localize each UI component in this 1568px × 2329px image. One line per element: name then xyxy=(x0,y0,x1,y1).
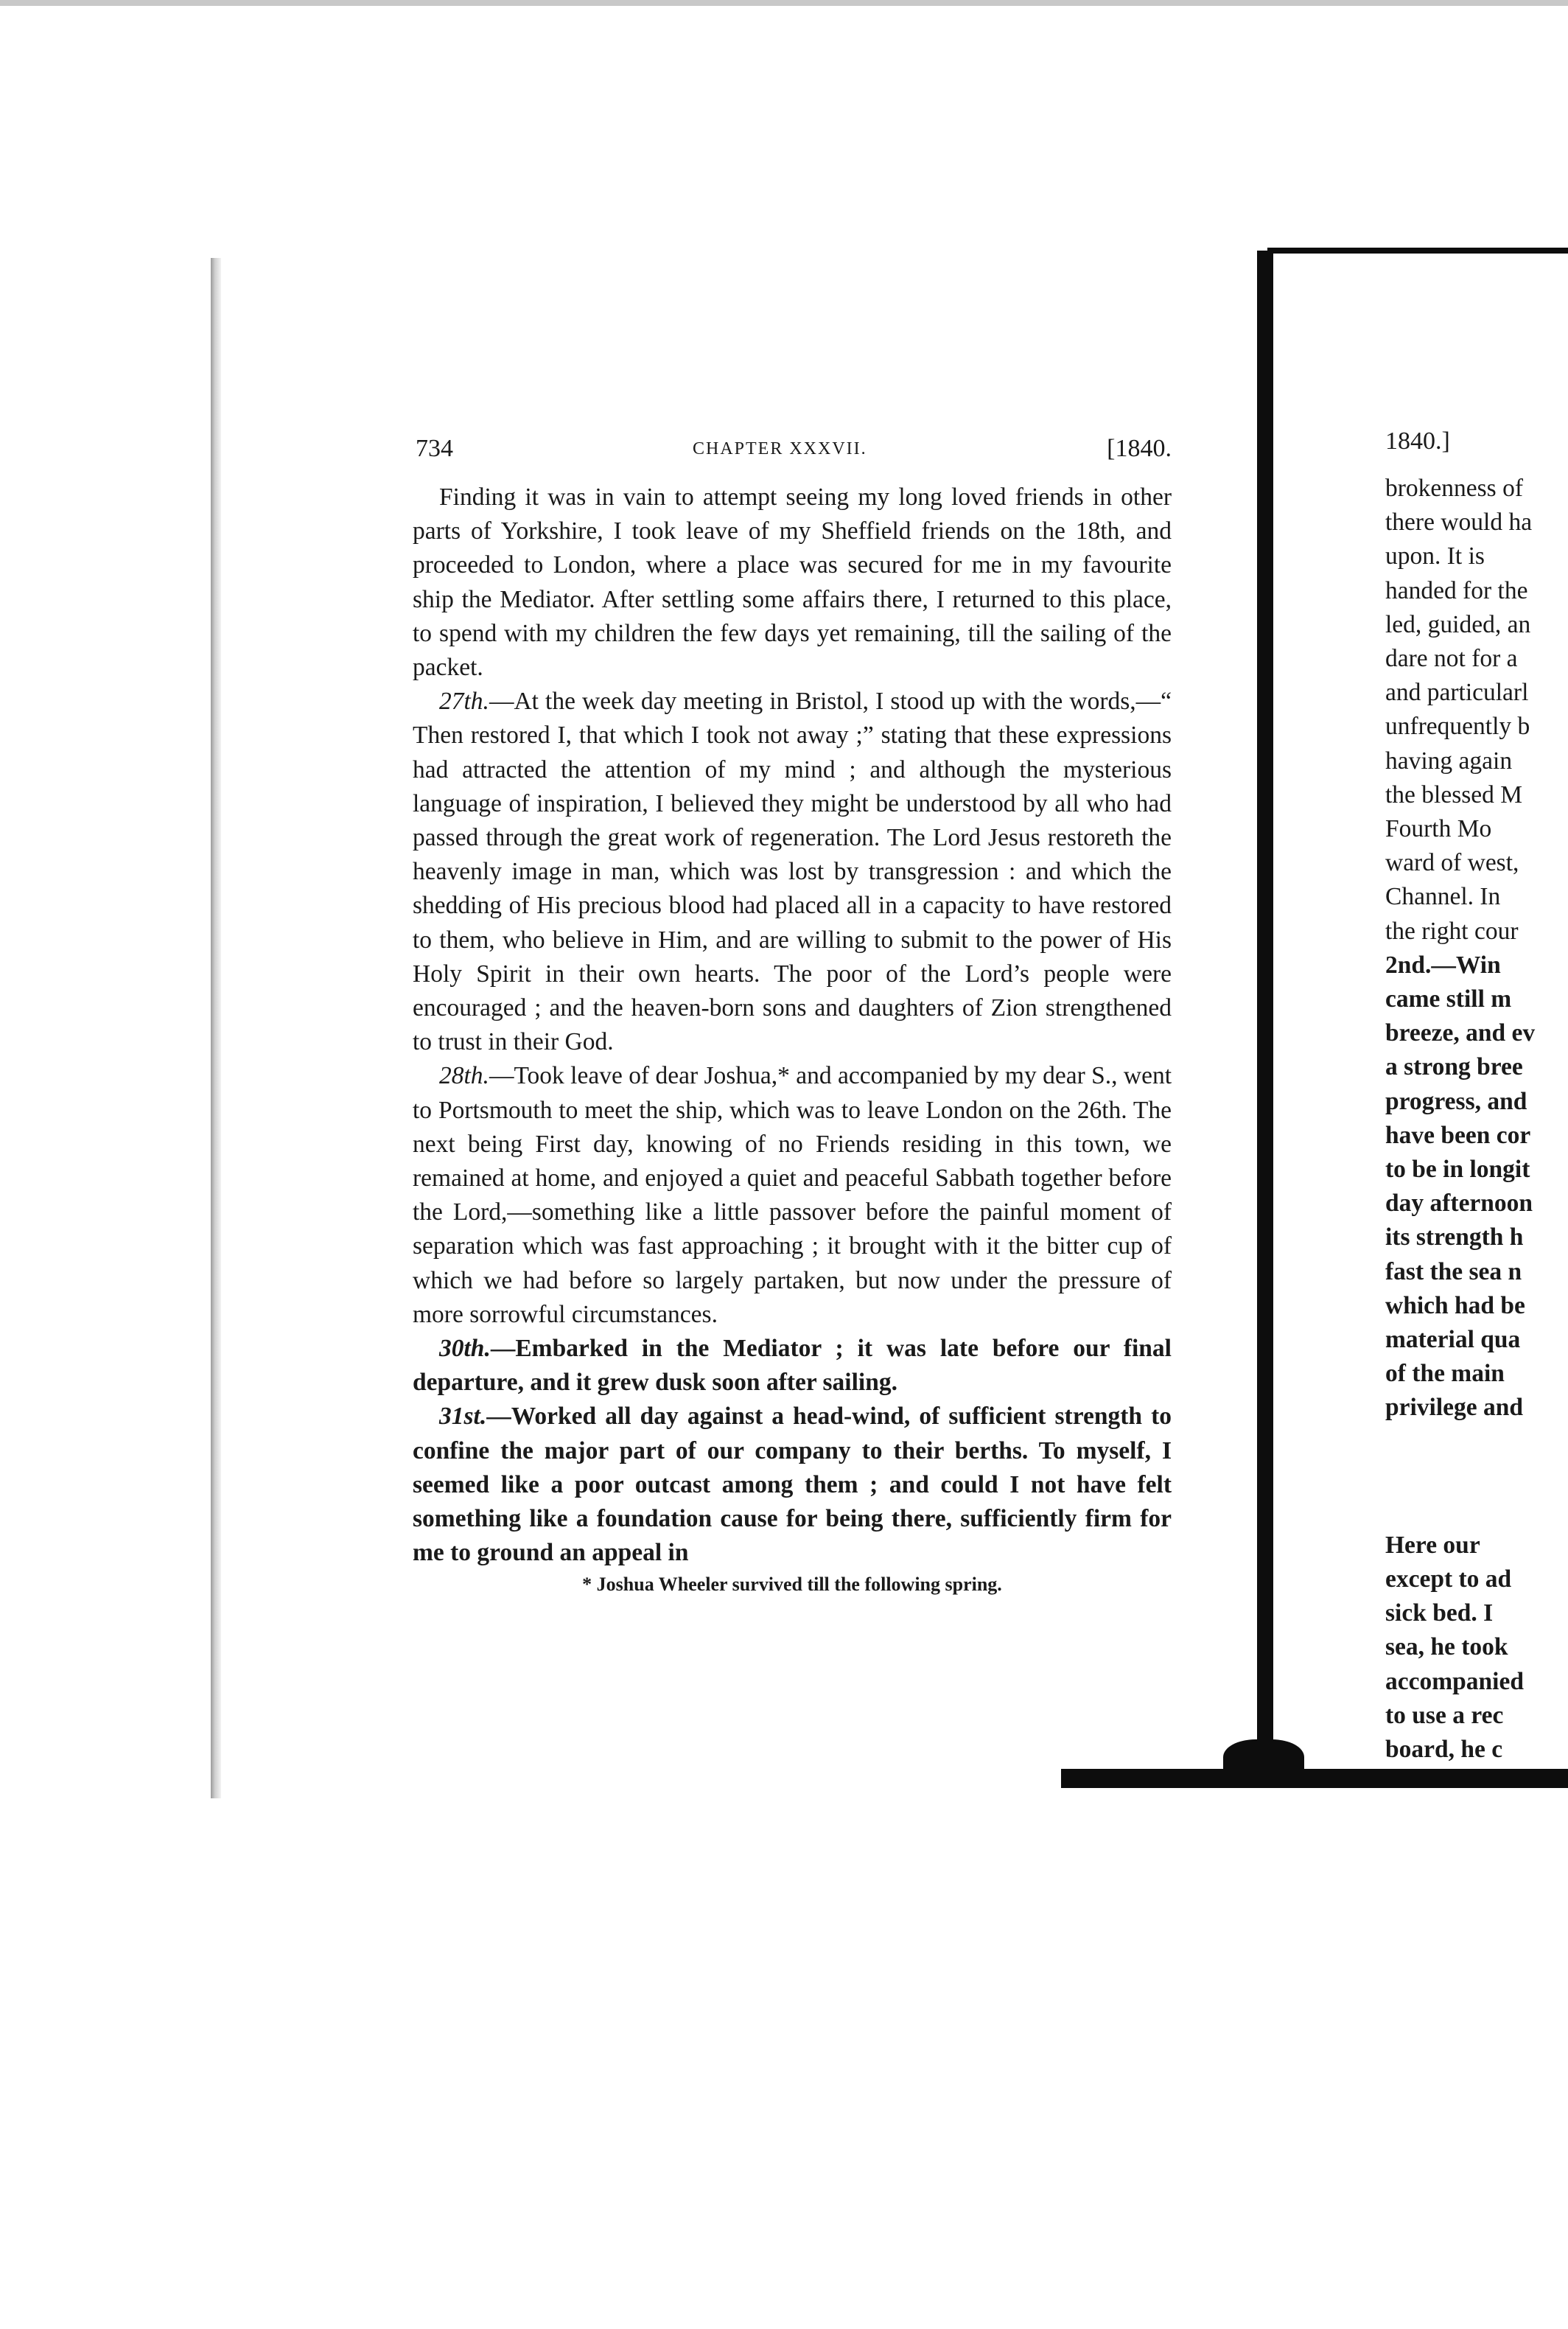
right-page-line: brokenness of xyxy=(1385,475,1523,502)
paragraph-text: —Embarked in the Mediator ; it was late before our final departure, and it grew dusk soon after sailing. xyxy=(413,1335,1172,1397)
entry-date: 30th. xyxy=(439,1335,491,1363)
scan-top-edge xyxy=(0,0,1568,6)
right-page-line: having again xyxy=(1385,747,1513,775)
paragraph-2 xyxy=(413,685,1172,1059)
right-page-line: and particularl xyxy=(1385,679,1529,707)
footnote: * Joshua Wheeler survived till the following spring. xyxy=(582,1573,1002,1595)
right-page-line: sick bed. I xyxy=(1385,1599,1494,1627)
paragraph-text: —Took leave of dear Joshua,* and accompanied by my dear S., went to Portsmouth to meet the ship, which was to leave London on the 26th. The next being First day, knowing of no Friends residing in this town, we remained at home, and enjoyed a quiet and peaceful Sabbath together before the Lord,—something like a little passover before the painful moment of separation which was fast approaching ; it brought with it the bitter cup of which we had before so largely partaken, but now under the pressure of more sorrowful circumstances. xyxy=(413,1062,1172,1328)
left-page xyxy=(413,435,1172,1596)
right-page-line: breeze, and ev xyxy=(1385,1019,1536,1047)
page-number: 734 xyxy=(416,435,453,462)
right-page-line: day afternoon xyxy=(1385,1190,1533,1218)
right-page-line: except to ad xyxy=(1385,1565,1512,1593)
entry-date: 28th. xyxy=(439,1062,489,1090)
paragraph-text: —At the week day meeting in Bristol, I stood up with the words,—“ Then restored I, that which I took not away ;” stating that these expressions had attracted the attention of my mind ; and although the mysterious language of inspiration, I believed they might be understood by all who had passed through the great work of regeneration. The Lord Jesus restoreth the heavenly image in man, which was lost by transgression : and which the shedding of His precious blood had placed all in a capacity to have restored to them, who believe in Him, and are willing to submit to the power of His Holy Spirit in their own hearts. The poor of the Lord’s people were encouraged ; and the heaven-born sons and daughters of Zion strengthened to trust in their God. xyxy=(413,688,1172,1056)
right-page-line: led, guided, an xyxy=(1385,610,1531,638)
right-page-line: Here our xyxy=(1385,1531,1480,1559)
right-page-line: fast the sea n xyxy=(1385,1257,1522,1285)
right-page-line: handed for the xyxy=(1385,576,1528,604)
right-running-head-year: 1840.] xyxy=(1385,427,1450,455)
paragraph-text: Finding it was in vain to attempt seeing my long loved friends in other parts of Yorkshire, I took leave of my Sheffield friends on the 18th, and proceeded to London, where a place was secured for me in my favourite ship the Mediator. After settling some affairs there, I returned to this place, to spend with my children the few days yet remaining, till the sailing of the packet. xyxy=(413,483,1172,682)
right-page-line: have been cor xyxy=(1385,1121,1531,1149)
right-page-line: privilege and xyxy=(1385,1394,1524,1422)
paragraph-text: —Worked all day against a head-wind, of sufficient strength to confine the major part of our company to their berths. To myself, I seemed like a poor outcast among them ; and could I not have felt something like a foundation cause for being there, sufficiently firm for me to ground an appeal in xyxy=(413,1403,1172,1567)
running-head-year: [1840. xyxy=(1107,435,1172,462)
scan-gutter-top xyxy=(1267,248,1568,254)
right-page-line: to be in longit xyxy=(1385,1156,1530,1184)
right-page-line: a strong bree xyxy=(1385,1053,1523,1081)
right-page-line: upon. It is xyxy=(1385,542,1485,570)
right-page-line: there would ha xyxy=(1385,509,1533,537)
right-page-fragment xyxy=(1385,427,1568,1767)
right-page-line: dare not for a xyxy=(1385,645,1518,673)
right-page-line: 2nd.—Win xyxy=(1385,951,1501,979)
entry-date: 27th. xyxy=(439,688,489,716)
right-page-line: came still m xyxy=(1385,985,1512,1013)
right-page-line: sea, he took xyxy=(1385,1633,1508,1661)
right-page-line: unfrequently b xyxy=(1385,713,1530,741)
right-page-line: accompanied xyxy=(1385,1667,1524,1695)
right-page-lines-top xyxy=(1385,472,1568,1425)
right-page-line: ward of west, xyxy=(1385,849,1519,877)
right-page-section-gap xyxy=(1385,1425,1568,1529)
paragraph-4 xyxy=(413,1332,1172,1400)
right-page-line: of the main xyxy=(1385,1360,1505,1388)
right-page-line: progress, and xyxy=(1385,1087,1527,1115)
entry-date: 31st. xyxy=(439,1403,487,1431)
right-page-line: the blessed M xyxy=(1385,781,1523,809)
paragraph-1 xyxy=(413,481,1172,685)
right-page-lines-bottom xyxy=(1385,1529,1568,1767)
right-page-line: Fourth Mo xyxy=(1385,815,1492,843)
running-head xyxy=(413,435,1172,472)
scan-gutter-bottom xyxy=(1061,1769,1568,1788)
right-page-line: Channel. In xyxy=(1385,883,1501,911)
scan-left-page-edge xyxy=(211,258,221,1798)
right-page-line: its strength h xyxy=(1385,1223,1524,1251)
right-page-line: material qua xyxy=(1385,1326,1521,1354)
scan-gutter-shadow xyxy=(1257,251,1273,1776)
right-page-line: which had be xyxy=(1385,1291,1525,1319)
chapter-heading: CHAPTER XXXVII. xyxy=(693,439,867,458)
right-page-line: the right cour xyxy=(1385,917,1519,945)
paragraph-5 xyxy=(413,1400,1172,1570)
right-page-line: board, he c xyxy=(1385,1735,1503,1763)
paragraph-3 xyxy=(413,1059,1172,1332)
right-page-line: to use a rec xyxy=(1385,1701,1504,1729)
